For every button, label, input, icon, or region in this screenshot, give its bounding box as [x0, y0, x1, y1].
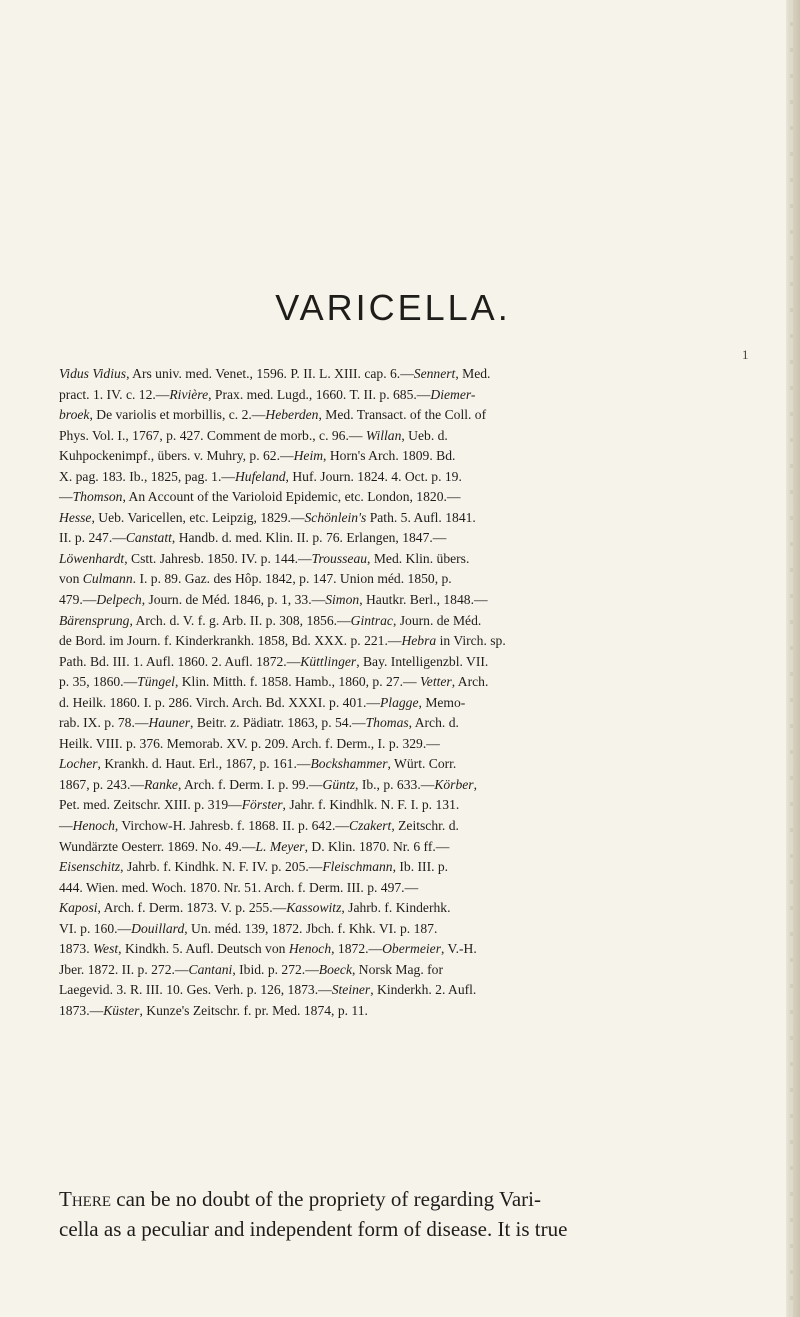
author-name: Kassowitz: [286, 900, 342, 916]
author-name: Fleischmann: [322, 859, 393, 875]
citation-text: , Huf. Journ. 1824. 4. Oct. p. 19.: [285, 468, 462, 484]
author-name: Küster: [103, 1002, 140, 1018]
author-name: Schönlein's: [304, 509, 367, 525]
bibliography-line: [59, 1001, 780, 1022]
citation-text: 479.—: [59, 592, 97, 608]
citation-text: , Ibid. p. 272.—: [232, 961, 319, 977]
citation-text: , Beitr. z. Pädiatr. 1863, p. 54.—: [190, 715, 366, 731]
bibliography-line: [59, 652, 780, 673]
page-edge: [786, 0, 800, 1317]
citation-text: , Journ. de Méd. 1846, p. 1, 33.—: [141, 592, 326, 608]
citation-text: in Virch. sp.: [436, 633, 506, 649]
citation-text: —: [59, 489, 73, 505]
citation-text: , Krankh. d. Haut. Erl., 1867, p. 161.—: [97, 756, 311, 772]
author-name: Rivière: [169, 386, 209, 402]
citation-text: ,: [473, 776, 477, 792]
citation-text: , Bay. Intelligenzbl. VII.: [356, 653, 489, 669]
citation-text: , De variolis et morbillis, c. 2.—: [89, 407, 266, 423]
author-name: Boeck: [318, 961, 352, 977]
author-name: Körber: [434, 776, 474, 792]
citation-text: von: [59, 571, 83, 587]
citation-text: , Zeitschr. d.: [391, 818, 459, 834]
citation-text: , Arch. d.: [408, 715, 459, 731]
author-name: Steiner: [331, 982, 371, 998]
citation-text: Path. Bd. III. 1. Aufl. 1860. 2. Aufl. 1872.—: [59, 653, 301, 669]
bibliography-line: [59, 364, 780, 385]
citation-text: , Med. Klin. übers.: [367, 550, 470, 566]
author-name: Trousseau: [311, 550, 368, 566]
author-name: Plagge: [380, 694, 419, 710]
bibliography-line: [59, 590, 780, 611]
author-name: Sennert: [413, 366, 456, 381]
citation-text: , Jahrb. f. Kindhk. N. F. IV. p. 205.—: [120, 859, 323, 875]
citation-text: , Journ. de Méd.: [392, 612, 482, 628]
bibliography-line: [59, 734, 780, 755]
citation-text: , Memo-: [418, 694, 466, 710]
author-name: Hufeland: [234, 468, 286, 484]
citation-text: , D. Klin. 1870. Nr. 6 ff.—: [304, 838, 450, 854]
citation-text: , Virchow-H. Jahresb. f. 1868. II. p. 642.—: [114, 818, 350, 834]
citation-text: , Ueb. d.: [401, 427, 448, 443]
author-name: Hesse: [59, 509, 92, 525]
citation-text: , Klin. Mitth. f. 1858. Hamb., 1860, p. 27.—: [174, 674, 420, 690]
citation-text: . I. p. 89. Gaz. des Hôp. 1842, p. 147. Union méd. 1850, p.: [132, 571, 452, 587]
bibliography-line: [59, 713, 780, 734]
author-name: Delpech: [96, 592, 142, 608]
bibliography-line: [59, 487, 780, 508]
author-name: Tüngel: [137, 674, 175, 690]
citation-text: , 1872.—: [331, 941, 383, 957]
author-name: Heberden: [265, 407, 319, 423]
author-name: Hauner: [148, 715, 191, 731]
citation-text: , Ib. III. p.: [392, 859, 449, 875]
citation-text: rab. IX. p. 78.—: [59, 715, 149, 731]
bibliography-line: [59, 775, 780, 796]
citation-text: Wundärzte Oesterr. 1869. No. 49.—: [59, 838, 256, 854]
citation-text: , Jahrb. f. Kinderhk.: [341, 900, 451, 916]
bibliography-line: [59, 857, 780, 878]
bibliography-line: [59, 611, 780, 632]
citation-text: , Kindkh. 5. Aufl. Deutsch von: [118, 941, 289, 957]
citation-text: , Hautkr. Berl., 1848.—: [359, 592, 488, 608]
citation-text: , Un. méd. 139, 1872. Jbch. f. Khk. VI. p. 187.: [184, 920, 438, 936]
author-name: Küttlinger: [300, 653, 357, 669]
citation-text: , An Account of the Varioloid Epidemic, etc. London, 1820.—: [122, 489, 461, 505]
bibliography-line: [59, 467, 780, 488]
author-name: Vetter: [420, 674, 452, 690]
bibliography-line: [59, 405, 780, 426]
citation-text: Path. 5. Aufl. 1841.: [366, 509, 476, 525]
citation-text: Laegevid. 3. R. III. 10. Ges. Verh. p. 126, 1873.—: [59, 982, 332, 998]
author-name: Förster: [241, 797, 283, 813]
citation-text: 1873.—: [59, 1002, 104, 1018]
bibliography-line: [59, 508, 780, 529]
bibliography-line: [59, 878, 780, 899]
citation-text: , Ib., p. 633.—: [355, 776, 435, 792]
citation-text: de Bord. im Journ. f. Kinderkrankh. 1858, Bd. XXX. p. 221.—: [59, 633, 402, 649]
bibliography-line: [59, 549, 780, 570]
lead-word: There: [59, 1187, 111, 1211]
citation-text: , Med. Transact. of the Coll. of: [318, 407, 487, 423]
citation-text: , Ueb. Varicellen, etc. Leipzig, 1829.—: [91, 509, 305, 525]
bibliography-line: [59, 528, 780, 549]
author-name: Simon: [325, 592, 360, 608]
author-name: Canstatt: [125, 530, 172, 546]
citation-text: , Med.: [455, 366, 491, 381]
author-name: Czakert: [349, 818, 392, 834]
citation-text: , Arch.: [451, 674, 489, 690]
bibliography-line: [59, 446, 780, 467]
author-name: Culmann: [82, 571, 133, 587]
citation-text: 444. Wien. med. Woch. 1870. Nr. 51. Arch. f. Derm. III. p. 497.—: [59, 879, 419, 895]
author-name: Diemer-: [430, 386, 476, 402]
author-name: Henoch: [288, 941, 332, 957]
citation-text: X. pag. 183. Ib., 1825, pag. 1.—: [59, 468, 235, 484]
author-name: Bärensprung: [59, 612, 130, 628]
body-line: cella as a peculiar and independent form of disease. It is true: [59, 1217, 568, 1241]
author-name: Obermeier: [382, 941, 441, 957]
body-line: [59, 1184, 780, 1214]
citation-text: d. Heilk. 1860. I. p. 286. Virch. Arch. Bd. XXXI. p. 401.—: [59, 694, 380, 710]
citation-text: pract. 1. IV. c. 12.—: [59, 386, 170, 402]
author-name: L. Meyer: [255, 838, 305, 854]
citation-text: Heilk. VIII. p. 376. Memorab. XV. p. 209. Arch. f. Derm., I. p. 329.—: [59, 735, 440, 751]
bibliography-block: [59, 364, 780, 1022]
citation-text: , Jahr. f. Kindhlk. N. F. I. p. 131.: [282, 797, 460, 813]
citation-text: , Ars univ. med. Venet., 1596. P. II. L. XIII. cap. 6.—: [126, 366, 414, 381]
citation-text: , Arch. f. Derm. 1873. V. p. 255.—: [97, 900, 287, 916]
bibliography-line: [59, 795, 780, 816]
citation-text: , Kunze's Zeitschr. f. pr. Med. 1874, p. 11.: [139, 1002, 368, 1018]
bibliography-line: [59, 837, 780, 858]
author-name: Thomas: [365, 715, 409, 731]
citation-text: VI. p. 160.—: [59, 920, 132, 936]
bibliography-line: [59, 693, 780, 714]
bibliography-line: [59, 385, 780, 406]
citation-text: 1867, p. 243.—: [59, 776, 144, 792]
chapter-title: VARICELLA.: [275, 287, 511, 329]
citation-text: 1873.: [59, 941, 93, 957]
bibliography-line: [59, 754, 780, 775]
body-text: can be no doubt of the propriety of regarding Vari-: [111, 1187, 541, 1211]
body-paragraph: [59, 1184, 780, 1244]
citation-text: , Prax. med. Lugd., 1660. T. II. p. 685.—: [208, 386, 431, 402]
citation-text: Phys. Vol. I., 1767, p. 427. Comment de morb., c. 96.—: [59, 427, 366, 443]
citation-text: Pet. med. Zeitschr. XIII. p. 319—: [59, 797, 242, 813]
author-name: Cantani: [188, 961, 233, 977]
bibliography-line: [59, 919, 780, 940]
citation-text: , Kinderkh. 2. Aufl.: [370, 982, 477, 998]
citation-text: , Arch. f. Derm. I. p. 99.—: [177, 776, 323, 792]
author-name: Löwenhardt: [59, 550, 125, 566]
citation-text: , Norsk Mag. for: [352, 961, 443, 977]
author-name: Heim: [293, 448, 324, 464]
author-name: Gintrac: [350, 612, 393, 628]
bibliography-line: [59, 426, 780, 447]
citation-text: Kuhpockenimpf., übers. v. Muhry, p. 62.—: [59, 448, 294, 464]
author-name: Güntz: [322, 776, 356, 792]
author-name: Douillard: [131, 920, 185, 936]
author-name: broek: [59, 407, 90, 423]
citation-text: II. p. 247.—: [59, 530, 126, 546]
citation-text: —: [59, 818, 73, 834]
bibliography-line: [59, 672, 780, 693]
bibliography-line: [59, 569, 780, 590]
citation-text: , Cstt. Jahresb. 1850. IV. p. 144.—: [124, 550, 312, 566]
bibliography-line: [59, 816, 780, 837]
author-name: Eisenschitz: [59, 859, 121, 875]
bibliography-line: [59, 631, 780, 652]
author-name: Willan: [365, 427, 402, 443]
citation-text: , V.-H.: [441, 941, 477, 957]
bibliography-line: [59, 960, 780, 981]
author-name: Vidus Vidius: [59, 366, 127, 381]
bibliography-line: [59, 980, 780, 1001]
author-name: West: [92, 941, 119, 957]
author-name: Kaposi: [59, 900, 98, 916]
author-name: Thomson: [72, 489, 123, 505]
bibliography-line: [59, 939, 780, 960]
citation-text: , Würt. Corr.: [387, 756, 457, 772]
author-name: Hebra: [401, 633, 437, 649]
author-name: Locher: [59, 756, 98, 772]
citation-text: , Arch. d. V. f. g. Arb. II. p. 308, 1856.—: [129, 612, 351, 628]
citation-text: , Horn's Arch. 1809. Bd.: [323, 448, 456, 464]
author-name: Ranke: [143, 776, 178, 792]
author-name: Bockshammer: [310, 756, 388, 772]
citation-text: , Handb. d. med. Klin. II. p. 76. Erlangen, 1847.—: [171, 530, 447, 546]
citation-text: p. 35, 1860.—: [59, 674, 138, 690]
page-folio: 1: [742, 347, 749, 362]
bibliography-line: [59, 898, 780, 919]
citation-text: Jber. 1872. II. p. 272.—: [59, 961, 189, 977]
author-name: Henoch: [72, 818, 115, 834]
